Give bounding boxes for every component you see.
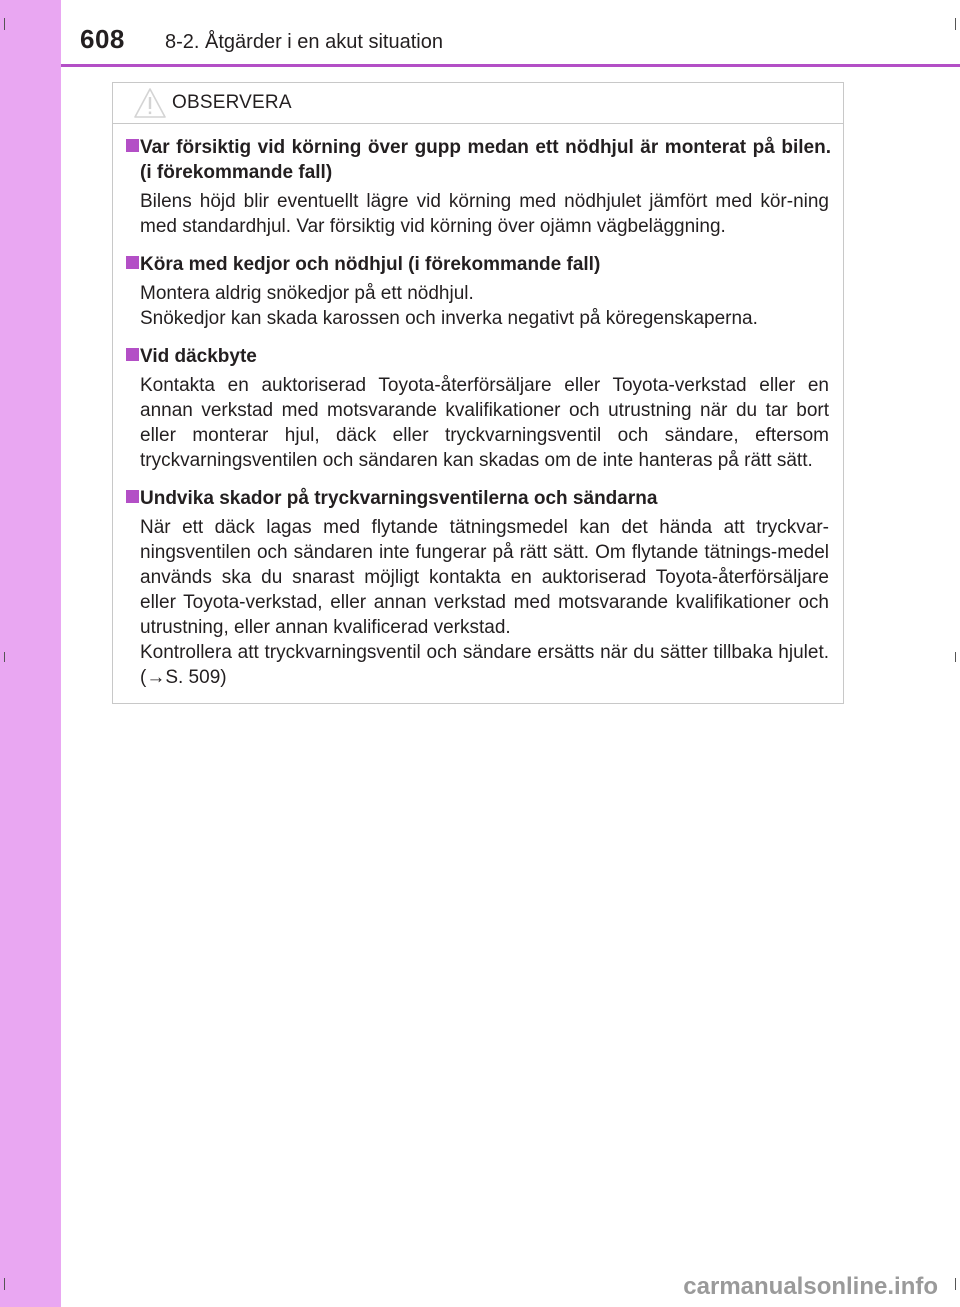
crop-mark [4, 18, 5, 30]
paragraph: När ett däck lagas med flytande tätningsmedel kan det hända att tryckvar-ningsventilen och sändaren inte fungerar på rätt sätt. Om flytande tätnings-medel används ska du snarast möjligt kontakta en auktoriserad Toyota-återförsäljare eller Toyota-verkstad, eller annan verkstad med motsvarande kvalifikationer och utrustning, eller annan kvalificerad verkstad. [140, 517, 829, 638]
item-heading: Var försiktig vid körning över gupp medan ett nödhjul är monterat på bilen. (i förekommande fall) [140, 137, 831, 183]
crop-mark [955, 1278, 956, 1290]
crop-mark [955, 18, 956, 30]
section-title: 8-2. Åtgärder i en akut situation [165, 31, 443, 53]
paragraph: Kontakta en auktoriserad Toyota-återförsäljare eller Toyota-verkstad eller en annan verkstad med motsvarande kvalifikationer och utrustning när du tar bort eller monterar hjul, däck eller tryckvarningsventil och sändare, eftersom tryckvarningsventilen och sändaren kan skadas om de inte hanteras på rätt sätt. [140, 375, 829, 471]
caution-header [113, 83, 843, 124]
square-bullet-icon [126, 348, 139, 361]
crop-mark [955, 652, 956, 662]
caution-body [113, 135, 843, 703]
square-bullet-icon [126, 256, 139, 269]
caution-item [113, 252, 843, 331]
item-text [140, 515, 829, 690]
item-text [140, 373, 829, 473]
caution-box [112, 82, 844, 704]
caution-title: OBSERVERA [172, 92, 292, 113]
caution-item [113, 344, 843, 473]
watermark-link[interactable]: carmanualsonline.info [683, 1273, 938, 1300]
item-text [140, 281, 829, 331]
square-bullet-icon [126, 139, 139, 152]
caution-item [113, 486, 843, 690]
paragraph: Montera aldrig snökedjor på ett nödhjul. [140, 283, 474, 304]
caution-item [113, 135, 843, 239]
crop-mark [4, 1278, 5, 1290]
item-text [140, 189, 829, 239]
item-heading: Undvika skador på tryckvarningsventilerna och sändarna [140, 488, 658, 509]
side-tab-band [0, 0, 61, 1307]
item-heading: Vid däckbyte [140, 346, 257, 367]
paragraph: Kontrollera att tryckvarningsventil och sändare ersätts när du sätter tillbaka hjulet. (→S. 509) [140, 642, 829, 688]
paragraph: Snökedjor kan skada karossen och inverka negativt på köregenskaperna. [140, 308, 758, 329]
square-bullet-icon [126, 490, 139, 503]
header-divider [61, 64, 960, 67]
warning-triangle-icon [133, 87, 167, 119]
page-number: 608 [80, 24, 125, 54]
item-heading: Köra med kedjor och nödhjul (i förekommande fall) [140, 254, 601, 275]
crop-mark [4, 652, 5, 662]
paragraph: Bilens höjd blir eventuellt lägre vid körning med nödhjulet jämfört med kör-ning med standardhjul. Var försiktig vid körning över ojämn vägbeläggning. [140, 191, 829, 237]
